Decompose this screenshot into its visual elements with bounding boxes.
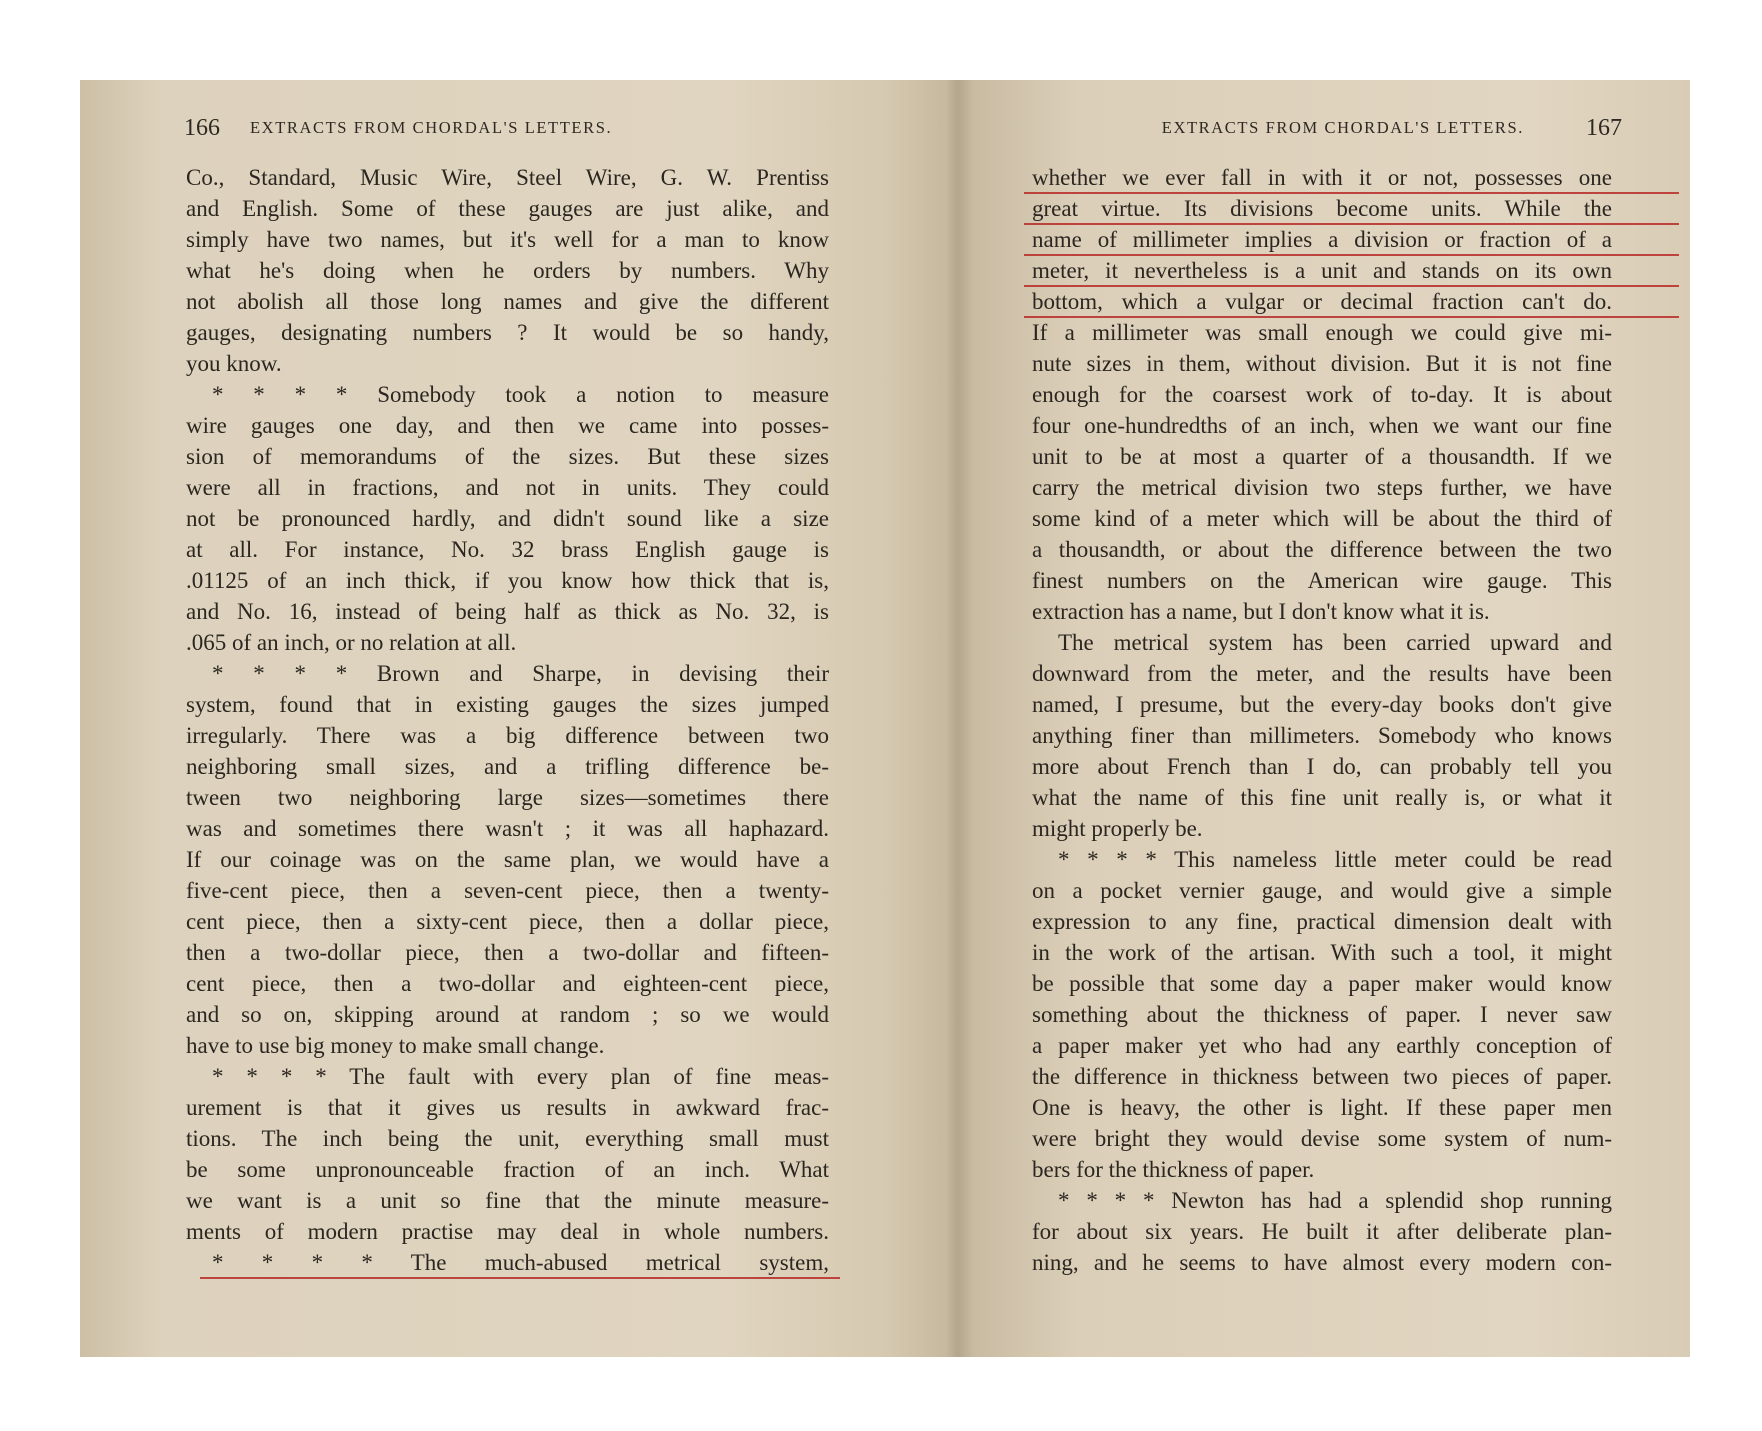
text-line: was and sometimes there wasn't ; it was all haphazard. xyxy=(186,816,829,841)
red-underline xyxy=(1024,223,1679,225)
text-line: nute sizes in them, without division. But it is not fine xyxy=(1032,351,1612,376)
red-underline xyxy=(200,1277,840,1279)
text-line: have to use big money to make small change. xyxy=(186,1033,605,1058)
text-line: * * * * The much-abused metrical system, xyxy=(212,1250,829,1275)
text-line: .01125 of an inch thick, if you know how thick that is, xyxy=(186,568,829,593)
left-text-block xyxy=(186,162,829,1278)
text-line: * * * * The fault with every plan of fine meas- xyxy=(212,1064,829,1089)
text-line: * * * * Brown and Sharpe, in devising their xyxy=(212,661,829,686)
text-line: * * * * This nameless little meter could be read xyxy=(1058,847,1612,872)
text-line: .065 of an inch, or no relation at all. xyxy=(186,630,517,655)
text-line: extraction has a name, but I don't know what it is. xyxy=(1032,599,1490,624)
left-page xyxy=(80,80,880,1357)
book-spread xyxy=(80,80,1690,1357)
red-underline xyxy=(1024,285,1679,287)
text-line: Co., Standard, Music Wire, Steel Wire, G. W. Prentiss xyxy=(186,165,829,190)
text-line: tions. The inch being the unit, everything small must xyxy=(186,1126,829,1151)
text-line: If our coinage was on the same plan, we would have a xyxy=(186,847,829,872)
text-line: might properly be. xyxy=(1032,816,1203,841)
text-line: whether we ever fall in with it or not, possesses one xyxy=(1032,165,1612,190)
text-line: ning, and he seems to have almost every modern con- xyxy=(1032,1250,1612,1275)
text-line: in the work of the artisan. With such a tool, it might xyxy=(1032,940,1612,965)
text-line: unit to be at most a quarter of a thousandth. If we xyxy=(1032,444,1612,469)
text-line: If a millimeter was small enough we could give mi- xyxy=(1032,320,1612,345)
text-line: meter, it nevertheless is a unit and stands on its own xyxy=(1032,258,1612,283)
text-line: bers for the thickness of paper. xyxy=(1032,1157,1315,1182)
text-line: then a two-dollar piece, then a two-dollar and fifteen- xyxy=(186,940,829,965)
text-line: finest numbers on the American wire gauge. This xyxy=(1032,568,1612,593)
text-line: something about the thickness of paper. I never saw xyxy=(1032,1002,1612,1027)
running-head: EXTRACTS FROM CHORDAL'S LETTERS. xyxy=(1161,118,1524,137)
text-line: some kind of a meter which will be about the third of xyxy=(1032,506,1612,531)
text-line: wire gauges one day, and then we came into posses- xyxy=(186,413,829,438)
text-line: and No. 16, instead of being half as thick as No. 32, is xyxy=(186,599,829,624)
text-line: system, found that in existing gauges the sizes jumped xyxy=(186,692,829,717)
text-line: ments of modern practise may deal in whole numbers. xyxy=(186,1219,829,1244)
text-line: simply have two names, but it's well for a man to know xyxy=(186,227,829,252)
text-line: The metrical system has been carried upward and xyxy=(1058,630,1612,655)
text-line: at all. For instance, No. 32 brass English gauge is xyxy=(186,537,829,562)
text-line: sion of memorandums of the sizes. But these sizes xyxy=(186,444,829,469)
text-line: great virtue. Its divisions become units. While the xyxy=(1032,196,1612,221)
text-line: enough for the coarsest work of to-day. It is about xyxy=(1032,382,1612,407)
text-line: you know. xyxy=(186,351,282,376)
text-line: and English. Some of these gauges are just alike, and xyxy=(186,196,829,221)
text-line: not abolish all those long names and give the different xyxy=(186,289,829,314)
text-line: urement is that it gives us results in awkward frac- xyxy=(186,1095,829,1120)
text-line: what he's doing when he orders by numbers. Why xyxy=(186,258,829,283)
text-line: be possible that some day a paper maker would know xyxy=(1032,971,1612,996)
text-line: be some unpronounceable fraction of an inch. What xyxy=(186,1157,829,1182)
text-line: we want is a unit so fine that the minute measure- xyxy=(186,1188,829,1213)
text-line: downward from the meter, and the results have been xyxy=(1032,661,1612,686)
text-line: expression to any fine, practical dimension dealt with xyxy=(1032,909,1612,934)
red-underline xyxy=(1024,192,1679,194)
text-line: One is heavy, the other is light. If these paper men xyxy=(1032,1095,1612,1120)
red-underline xyxy=(1024,316,1679,318)
text-line: not be pronounced hardly, and didn't sound like a size xyxy=(186,506,829,531)
text-line: * * * * Somebody took a notion to measure xyxy=(212,382,829,407)
right-text-block xyxy=(1032,162,1612,1278)
text-line: a thousandth, or about the difference between the two xyxy=(1032,537,1612,562)
text-line: cent piece, then a two-dollar and eighteen-cent piece, xyxy=(186,971,829,996)
red-underline xyxy=(1024,254,1679,256)
text-line: four one-hundredths of an inch, when we want our fine xyxy=(1032,413,1612,438)
text-line: the difference in thickness between two pieces of paper. xyxy=(1032,1064,1612,1089)
text-line: a paper maker yet who had any earthly conception of xyxy=(1032,1033,1612,1058)
text-line: anything finer than millimeters. Somebody who knows xyxy=(1032,723,1612,748)
right-page-header xyxy=(1062,110,1622,146)
text-line: gauges, designating numbers ? It would be so handy, xyxy=(186,320,829,345)
text-line: more about French than I do, can probably tell you xyxy=(1032,754,1612,779)
text-line: were all in fractions, and not in units. They could xyxy=(186,475,829,500)
text-line: on a pocket vernier gauge, and would give a simple xyxy=(1032,878,1612,903)
text-line: for about six years. He built it after deliberate plan- xyxy=(1032,1219,1612,1244)
text-line: name of millimeter implies a division or fraction of a xyxy=(1032,227,1612,252)
text-line: carry the metrical division two steps further, we have xyxy=(1032,475,1612,500)
text-line: tween two neighboring large sizes—sometimes there xyxy=(186,785,829,810)
text-line: named, I presume, but the every-day books don't give xyxy=(1032,692,1612,717)
running-head: EXTRACTS FROM CHORDAL'S LETTERS. xyxy=(250,118,613,137)
text-line: what the name of this fine unit really is, or what it xyxy=(1032,785,1612,810)
text-line: and so on, skipping around at random ; so we would xyxy=(186,1002,829,1027)
page-number: 167 xyxy=(1586,114,1622,141)
text-line: were bright they would devise some system of num- xyxy=(1032,1126,1612,1151)
right-page xyxy=(886,80,1690,1357)
text-line: cent piece, then a sixty-cent piece, then a dollar piece, xyxy=(186,909,829,934)
text-line: irregularly. There was a big difference between two xyxy=(186,723,829,748)
text-line: * * * * Newton has had a splendid shop running xyxy=(1058,1188,1612,1213)
text-line: bottom, which a vulgar or decimal fraction can't do. xyxy=(1032,289,1612,314)
page-number: 166 xyxy=(184,114,220,141)
left-page-header xyxy=(184,110,829,146)
text-line: neighboring small sizes, and a trifling difference be- xyxy=(186,754,829,779)
text-line: five-cent piece, then a seven-cent piece, then a twenty- xyxy=(186,878,829,903)
